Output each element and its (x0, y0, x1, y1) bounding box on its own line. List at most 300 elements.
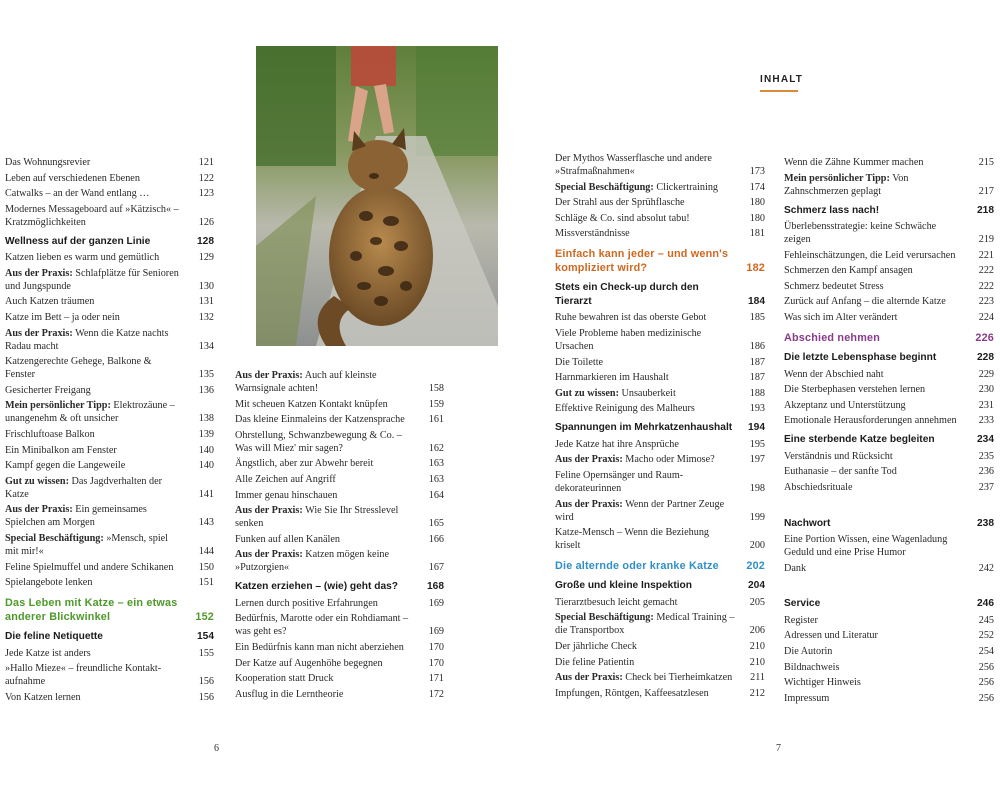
toc-entry-text: Die alternde oder kranke Katze (555, 560, 719, 573)
toc-entry-text: Katze im Bett – ja oder nein (5, 312, 120, 324)
toc-entry-title (555, 402, 745, 415)
toc-entry-text: »Hallo Mieze« – freundliche Kontakt-aufnahme (5, 663, 162, 688)
toc-section-heading (784, 204, 994, 218)
toc-entry-text: Tierarztbesuch leicht gemacht (555, 596, 678, 608)
toc-entry-text: Funken auf allen Kanälen (235, 533, 340, 545)
toc-entry-title (555, 498, 745, 524)
toc-entry-label: Mein persönlicher Tipp: (5, 400, 111, 412)
toc-entry-title (555, 327, 745, 353)
toc-entry-label: Aus der Praxis: (5, 504, 73, 516)
toc-entry-title (5, 267, 194, 293)
toc-entry-title (235, 580, 427, 594)
toc-entry-title (784, 351, 977, 365)
toc-entry-title (784, 481, 974, 494)
toc-entry-title (235, 489, 424, 502)
toc-entry-text: Ein Minibalkon am Fenster (5, 444, 117, 456)
toc-entry (555, 227, 765, 240)
toc-entry (784, 450, 994, 463)
toc-entry (5, 295, 214, 308)
toc-entry-title (235, 597, 424, 610)
toc-page-number: 187 (749, 372, 765, 384)
toc-entry-text: Der jährliche Check (555, 640, 638, 652)
toc-entry (784, 311, 994, 324)
toc-page-number: 173 (749, 166, 765, 177)
toc-entry (5, 251, 214, 264)
toc-section-heading (235, 580, 444, 594)
toc-page-number: 195 (749, 438, 765, 450)
toc-page-number: 156 (198, 676, 214, 688)
toc-page-number: 186 (749, 340, 765, 352)
cat-photo-illustration (256, 46, 498, 346)
toc-page-number: 123 (198, 188, 214, 200)
toc-entry-text: Die feline Patientin (555, 656, 635, 668)
toc-entry-text: Kampf gegen die Langeweile (5, 460, 126, 472)
toc-entry-text: Abschiedsrituale (784, 482, 853, 494)
toc-entry-title (235, 504, 424, 530)
toc-entry-label: Aus der Praxis: (555, 672, 623, 684)
toc-entry-title (555, 227, 745, 240)
toc-entry (235, 369, 444, 395)
toc-entry-title (784, 562, 974, 575)
toc-page-number: 205 (749, 596, 765, 608)
toc-page-number: 219 (978, 234, 994, 246)
toc-page-number: 174 (749, 181, 765, 193)
toc-entry-label: Aus der Praxis: (5, 327, 73, 339)
toc-entry-text: Impressum (784, 692, 830, 704)
toc-entry (555, 387, 765, 400)
toc-entry (784, 368, 994, 381)
toc-entry-text: Gesicherter Freigang (5, 384, 91, 396)
toc-page-number: 126 (198, 216, 214, 228)
toc-entry-title (5, 503, 194, 529)
toc-entry-text: Eine Portion Wissen, eine Wagenladung Geduld und eine Prise Humor (784, 534, 948, 559)
toc-entry-label: Aus der Praxis: (555, 454, 623, 466)
toc-entry (235, 398, 444, 411)
toc-page-number: 198 (749, 483, 765, 495)
toc-entry-text: Feline Spielmuffel und andere Schikanen (5, 561, 174, 573)
toc-entry-text: Schlafplätze für Senioren und Jungspunde (5, 267, 179, 292)
toc-entry-text: Akzeptanz und Unterstützung (784, 399, 906, 411)
toc-entry (555, 671, 765, 684)
toc-entry-title (5, 444, 194, 457)
toc-entry-text: Verständnis und Rücksicht (784, 450, 893, 462)
toc-page-number: 222 (978, 280, 994, 292)
toc-page-number: 165 (428, 518, 444, 530)
toc-page-number: 152 (195, 611, 214, 624)
toc-entry-text: Überlebensstrategie: keine Schwäche zeigen (784, 221, 937, 246)
toc-page-number: 228 (977, 352, 994, 364)
toc-page-number: 254 (978, 646, 994, 657)
toc-entry-text: Jede Katze ist anders (5, 647, 91, 659)
toc-entry-text: Adressen und Literatur (784, 630, 878, 642)
toc-entry-title (555, 596, 745, 609)
toc-entry-text: Stets ein Check-up durch den Tierarzt (555, 282, 699, 307)
toc-entry (555, 640, 765, 653)
toc-entry-text: Schmerzen den Kampf ansagen (784, 265, 913, 277)
toc-entry-text: Schläge & Co. sind absolut tabu! (555, 212, 690, 224)
toc-entry (555, 181, 765, 194)
toc-entry-text: Spielangebote lenken (5, 577, 93, 589)
toc-entry-label: Aus der Praxis: (5, 267, 73, 279)
toc-page-number: 159 (428, 398, 444, 410)
toc-entry-text: Wellness auf der ganzen Linie (5, 235, 151, 247)
toc-entry-text: Katzen mögen keine »Putzorgien« (235, 549, 390, 574)
toc-entry-title (235, 429, 424, 455)
toc-entry-title (5, 475, 194, 501)
toc-page-number: 171 (428, 673, 444, 685)
toc-page-number: 180 (749, 212, 765, 224)
toc-entry-title (5, 576, 194, 589)
header-accent-rule (760, 90, 798, 92)
toc-page-number: 226 (975, 332, 994, 345)
toc-page-number: 163 (428, 458, 444, 470)
toc-page-number: 151 (198, 577, 214, 589)
toc-page-number: 242 (978, 562, 994, 574)
toc-entry-text: Der Strahl aus der Sprühflasche (555, 197, 685, 209)
toc-page-number: 161 (428, 414, 444, 426)
toc-column-2 (235, 369, 444, 703)
page-number-right: 7 (776, 743, 781, 754)
toc-entry-text: Abschied nehmen (784, 332, 880, 345)
toc-entry-text: Unsauberkeit (621, 387, 676, 399)
toc-entry-title (784, 264, 974, 277)
toc-page-number: 235 (978, 450, 994, 462)
toc-entry-text: Euthanasie – der sanfte Tod (784, 466, 897, 478)
toc-entry-title (555, 421, 748, 435)
toc-entry-title (235, 369, 424, 395)
toc-page-number: 154 (197, 631, 214, 643)
toc-entry (235, 612, 444, 638)
toc-entry-text: Das Wohnungsrevier (5, 157, 91, 168)
toc-page-number: 210 (749, 656, 765, 668)
toc-entry-title (5, 561, 194, 574)
toc-entry-title (555, 559, 746, 573)
toc-entry-title (555, 371, 745, 384)
toc-entry-title (784, 249, 974, 262)
toc-entry-title (555, 579, 748, 593)
toc-entry-title (784, 414, 974, 427)
toc-page-number: 130 (198, 280, 214, 292)
toc-entry-text: Service (784, 598, 821, 610)
toc-page-number: 121 (198, 157, 214, 168)
toc-entry-text: Wenn die Zähne Kummer machen (784, 157, 924, 168)
toc-entry-text: Elektrozäune – unangenehm & oft unsicher (5, 400, 175, 425)
toc-section-heading (784, 433, 994, 447)
toc-entry-text: Katzen erziehen – (wie) geht das? (235, 581, 399, 593)
toc-entry (5, 532, 214, 558)
toc-entry-text: Ausflug in die Lerntheorie (235, 688, 344, 700)
toc-entry-title (5, 399, 194, 425)
toc-page-number: 122 (198, 172, 214, 184)
toc-page-number: 197 (749, 454, 765, 466)
toc-entry-label: Aus der Praxis: (235, 370, 303, 381)
toc-page-number: 184 (748, 295, 765, 307)
toc-entry-text: Auch Katzen träumen (5, 296, 95, 308)
toc-chapter-heading (784, 331, 994, 345)
toc-page-number: 155 (198, 647, 214, 659)
toc-entry-title (784, 614, 974, 627)
toc-entry-text: Was sich im Alter verändert (784, 312, 898, 324)
toc-entry-text: Harnmarkieren im Haushalt (555, 372, 669, 384)
toc-entry (5, 187, 214, 200)
toc-entry-title (235, 688, 424, 701)
toc-entry (235, 641, 444, 654)
toc-page-number: 218 (977, 204, 994, 216)
toc-entry-title (784, 661, 974, 674)
toc-entry (5, 172, 214, 185)
toc-spacer (784, 497, 994, 511)
toc-entry-title (555, 387, 745, 400)
toc-entry-text: Frischluftoase Balkon (5, 429, 95, 441)
toc-page-number: 181 (749, 228, 765, 240)
toc-entry-title (784, 204, 977, 218)
toc-entry-text: Das kleine Einmaleins der Katzensprache (235, 414, 405, 426)
toc-entry-title (235, 533, 424, 546)
toc-entry (784, 280, 994, 293)
toc-entry (235, 672, 444, 685)
toc-entry-title (784, 597, 977, 611)
toc-entry (555, 152, 765, 178)
toc-entry (5, 576, 214, 589)
toc-entry (555, 498, 765, 524)
toc-page-number: 163 (428, 473, 444, 485)
toc-entry-text: Eine sterbende Katze begleiten (784, 434, 935, 446)
toc-entry-title (235, 548, 424, 574)
toc-entry-title (5, 459, 194, 472)
toc-page-number: 143 (198, 517, 214, 529)
toc-entry-title (784, 368, 974, 381)
toc-entry-title (784, 311, 974, 324)
toc-entry (555, 438, 765, 451)
toc-entry-text: Clickertraining (656, 181, 719, 193)
toc-entry-text: Lernen durch positive Erfahrungen (235, 597, 378, 609)
toc-entry-text: Das Leben mit Katze – ein etwas anderer Blickwinkel (5, 597, 178, 624)
toc-entry-label: Special Beschäftigung: (5, 533, 104, 544)
toc-entry (5, 459, 214, 472)
toc-page-number: 144 (198, 546, 214, 557)
toc-entry-label: Mein persönlicher Tipp: (784, 172, 890, 184)
toc-page-number: 141 (198, 488, 214, 500)
toc-entry-title (555, 687, 745, 700)
toc-entry-title (555, 469, 745, 495)
toc-entry-title (235, 657, 424, 670)
toc-entry-title (784, 383, 974, 396)
toc-section-heading (784, 517, 994, 531)
toc-entry-title (784, 433, 977, 447)
toc-page-number: 167 (428, 562, 444, 574)
toc-entry (235, 548, 444, 574)
toc-page-number: 164 (428, 489, 444, 501)
toc-entry (235, 457, 444, 470)
toc-entry-title (555, 526, 745, 552)
toc-entry-title (784, 517, 977, 531)
toc-entry (784, 220, 994, 246)
toc-entry (555, 311, 765, 324)
toc-entry-text: Bedürfnis, Marotte oder ein Rohdiamant – was geht es? (235, 613, 409, 638)
toc-entry-text: Dank (784, 562, 807, 574)
toc-page-number: 231 (978, 399, 994, 411)
toc-entry (784, 264, 994, 277)
toc-entry-label: Special Beschäftigung: (555, 612, 654, 624)
toc-entry (784, 692, 994, 705)
toc-entry-title (235, 672, 424, 685)
toc-entry-title (235, 612, 424, 638)
toc-page-number: 194 (748, 422, 765, 434)
toc-entry-title (235, 457, 424, 470)
toc-entry (784, 533, 994, 559)
toc-entry-text: Schmerz lass nach! (784, 204, 880, 216)
toc-entry (784, 399, 994, 412)
toc-entry-text: Ein Bedürfnis kann man nicht aberziehen (235, 642, 404, 654)
toc-entry (5, 267, 214, 293)
toc-entry-title (5, 311, 194, 324)
toc-entry (784, 295, 994, 308)
toc-page-number: 245 (978, 614, 994, 626)
toc-entry-text: Wie Sie Ihr Stresslevel senken (235, 505, 399, 530)
toc-entry-title (784, 465, 974, 478)
toc-page-number: 131 (198, 296, 214, 308)
toc-entry-title (555, 438, 745, 451)
toc-entry-label: Aus der Praxis: (235, 549, 303, 561)
toc-page-number: 139 (198, 429, 214, 441)
toc-entry-title (784, 645, 974, 658)
toc-entry-title (555, 656, 745, 669)
section-header-label: INHALT (760, 74, 804, 85)
toc-section-heading (555, 579, 765, 593)
toc-page-number: 223 (978, 296, 994, 308)
toc-entry (235, 597, 444, 610)
toc-entry (784, 172, 994, 198)
toc-entry-text: Katze-Mensch – Wenn die Beziehung kriselt (555, 527, 710, 552)
toc-entry (5, 503, 214, 529)
toc-entry (5, 355, 214, 381)
toc-page-number: 229 (978, 368, 994, 380)
toc-entry-label: Special Beschäftigung: (555, 181, 654, 193)
toc-entry-text: Missverständnisse (555, 228, 630, 240)
toc-page-number: 256 (978, 692, 994, 704)
toc-page-number: 132 (198, 312, 214, 324)
toc-entry (5, 311, 214, 324)
toc-entry-text: Das Jagdverhalten der Katze (5, 475, 163, 500)
toc-entry (5, 561, 214, 574)
toc-entry-text: Bildnachweis (784, 661, 840, 673)
toc-entry (235, 657, 444, 670)
toc-page-number: 210 (749, 640, 765, 652)
toc-entry (784, 156, 994, 169)
toc-entry-text: Catwalks – an der Wand entlang … (5, 188, 150, 200)
toc-entry (555, 453, 765, 466)
toc-section-heading (784, 597, 994, 611)
toc-entry-text: Von Katzen lernen (5, 691, 81, 703)
toc-entry (5, 691, 214, 704)
toc-page-number: 169 (428, 626, 444, 638)
toc-page-number: 199 (749, 511, 765, 523)
toc-chapter-heading (555, 247, 765, 275)
toc-entry-title (555, 311, 745, 324)
toc-page-number: 256 (978, 677, 994, 689)
toc-entry-title (5, 532, 194, 558)
toc-entry-title (784, 399, 974, 412)
toc-chapter-heading (555, 559, 765, 573)
toc-column-3 (555, 152, 765, 702)
toc-section-heading (555, 421, 765, 435)
toc-entry-label: Gut zu wissen: (555, 387, 619, 399)
toc-page-number: 162 (428, 442, 444, 454)
toc-entry-text: Fehleinschätzungen, die Leid verursachen (784, 249, 956, 261)
toc-entry-text: Schmerz bedeutet Stress (784, 280, 884, 292)
toc-page-number: 252 (978, 630, 994, 642)
toc-page-number: 215 (978, 157, 994, 168)
toc-entry-text: Effektive Reinigung des Malheurs (555, 403, 695, 415)
toc-entry (235, 473, 444, 486)
toc-page-number: 150 (198, 561, 214, 573)
toc-page-number: 188 (749, 387, 765, 399)
toc-page-number: 128 (197, 235, 214, 247)
toc-page-number: 169 (428, 597, 444, 609)
toc-entry-text: Leben auf verschiedenen Ebenen (5, 172, 140, 184)
toc-entry-title (5, 596, 195, 624)
toc-page-number: 256 (978, 661, 994, 673)
toc-page-number: 140 (198, 444, 214, 456)
toc-entry-title (235, 473, 424, 486)
toc-entry-text: Ein gemeinsames Spielchen am Morgen (5, 504, 147, 529)
toc-entry-title (555, 181, 745, 194)
toc-page-number: 246 (977, 598, 994, 610)
toc-entry-text: Ohrstellung, Schwanzbewegung & Co. – Was will Miez' mir sagen? (235, 429, 402, 454)
toc-section-heading (5, 235, 214, 249)
toc-chapter-heading (5, 596, 214, 624)
toc-entry (784, 465, 994, 478)
toc-entry-text: Viele Probleme haben medizinische Ursachen (555, 327, 702, 352)
toc-entry (5, 428, 214, 441)
toc-entry-title (5, 384, 194, 397)
toc-entry-title (5, 327, 194, 353)
toc-entry (784, 414, 994, 427)
toc-entry (235, 489, 444, 502)
toc-page-number: 166 (428, 533, 444, 545)
toc-page-number: 158 (428, 383, 444, 394)
toc-entry-text: Alle Zeichen auf Angriff (235, 473, 336, 485)
toc-entry (5, 444, 214, 457)
toc-entry-text: Ruhe bewahren ist das oberste Gebot (555, 312, 707, 324)
toc-entry-text: Einfach kann jeder – und wenn's kompliziert wird? (555, 248, 729, 275)
toc-entry (5, 475, 214, 501)
toc-entry-text: Wenn die Katze nachts Radau macht (5, 327, 169, 352)
toc-entry-title (5, 172, 194, 185)
toc-entry-title (784, 331, 975, 345)
toc-entry-title (784, 629, 974, 642)
toc-entry-text: Große und kleine Inspektion (555, 580, 692, 592)
toc-entry-title (5, 691, 194, 704)
toc-entry-title (5, 251, 194, 264)
toc-entry (555, 687, 765, 700)
toc-entry (555, 596, 765, 609)
toc-entry-text: Register (784, 614, 818, 626)
toc-entry-label: Aus der Praxis: (555, 498, 623, 510)
toc-entry (555, 371, 765, 384)
toc-entry-text: Zurück auf Anfang – die alternde Katze (784, 296, 946, 308)
toc-entry-title (555, 196, 745, 209)
toc-entry-title (784, 676, 974, 689)
toc-entry (235, 429, 444, 455)
toc-entry-title (5, 630, 197, 644)
toc-entry (235, 688, 444, 701)
toc-page-number: 134 (198, 340, 214, 352)
toc-entry-title (784, 295, 974, 308)
toc-page-number: 170 (428, 657, 444, 669)
toc-entry-text: Auch auf kleinste Warnsignale achten! (235, 370, 377, 394)
toc-entry (5, 647, 214, 660)
